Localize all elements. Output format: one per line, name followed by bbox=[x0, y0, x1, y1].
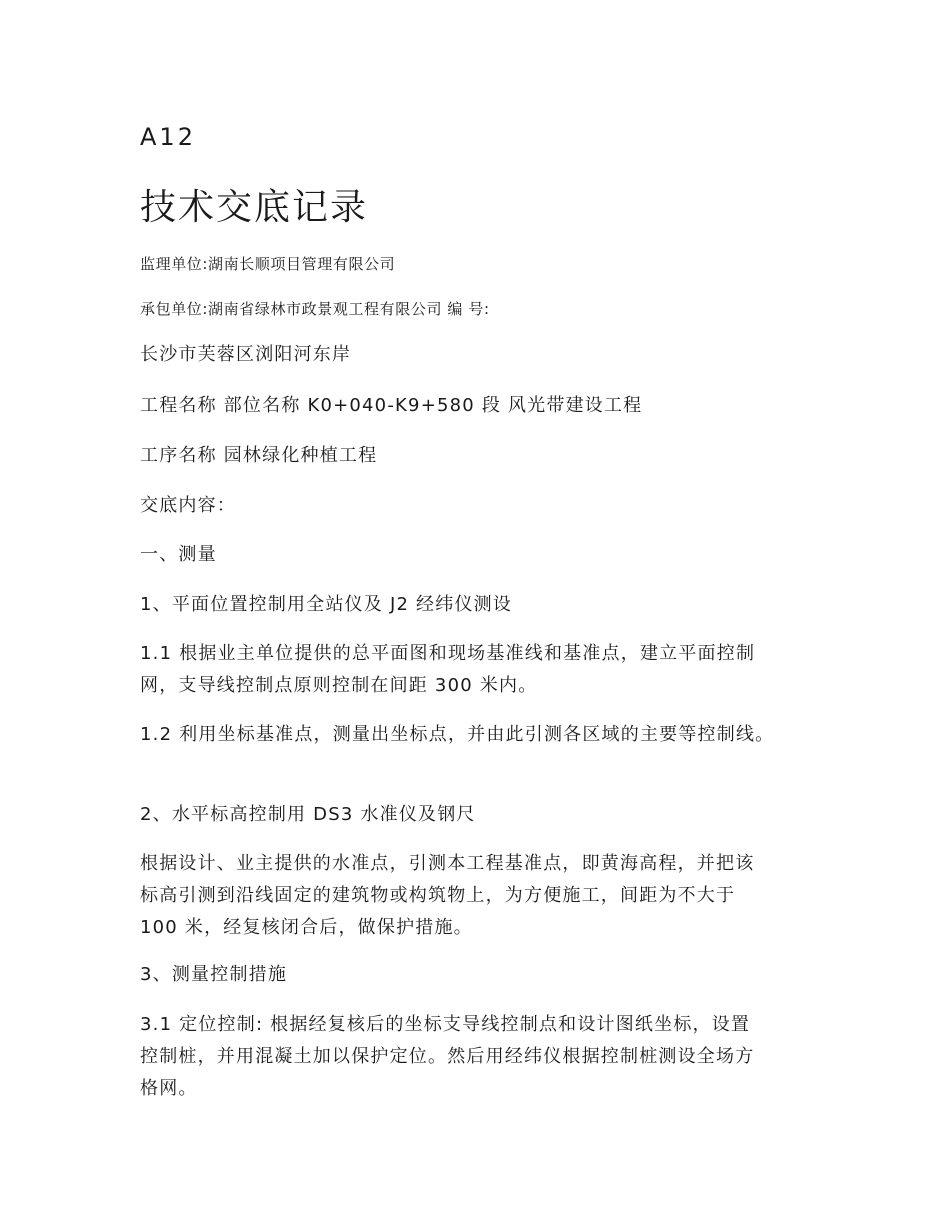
paragraph-line: 1.1 根据业主单位提供的总平面图和现场基准线和基准点，建立平面控制 bbox=[140, 643, 756, 664]
paragraph-line: 标高引测到沿线固定的建筑物或构筑物上，为方便施工，间距为不大于 bbox=[140, 885, 736, 906]
process-name: 工序名称 园林绿化种植工程 bbox=[140, 445, 378, 466]
paragraph-2 bbox=[140, 848, 830, 944]
paragraph-line: 格网。 bbox=[140, 1078, 198, 1099]
location-text: 长沙市芙蓉区浏阳河东岸 bbox=[140, 344, 352, 365]
supervisor-unit: 监理单位:湖南长顺项目管理有限公司 bbox=[140, 255, 396, 273]
paragraph-3-1 bbox=[140, 1009, 830, 1105]
paragraph-1-1 bbox=[140, 638, 830, 702]
paragraph-line: 网，支导线控制点原则控制在间距 300 米内。 bbox=[140, 675, 538, 696]
paragraph-line: 控制桩，并用混凝土加以保护定位。然后用经纬仪根据控制桩测设全场方 bbox=[140, 1046, 755, 1067]
item-heading-2: 2、水平标高控制用 DS3 水准仪及钢尺 bbox=[140, 804, 476, 825]
doc-code: A12 bbox=[140, 123, 196, 151]
paragraph-line: 100 米，经复核闭合后，做保护措施。 bbox=[140, 917, 473, 938]
contractor-unit: 承包单位:湖南省绿林市政景观工程有限公司 编 号: bbox=[140, 300, 490, 318]
paragraph-line: 3.1 定位控制: 根据经复核后的坐标支导线控制点和设计图纸坐标，设置 bbox=[140, 1014, 751, 1035]
paragraph-line: 根据设计、业主提供的水准点，引测本工程基准点，即黄海高程，并把该 bbox=[140, 853, 755, 874]
item-heading-1: 1、平面位置控制用全站仪及 J2 经纬仪测设 bbox=[140, 594, 513, 615]
page-title: 技术交底记录 bbox=[140, 187, 369, 228]
item-heading-3: 3、测量控制措施 bbox=[140, 964, 288, 985]
content-label: 交底内容： bbox=[140, 495, 236, 516]
project-name: 工程名称 部位名称 K0+040-K9+580 段 风光带建设工程 bbox=[140, 395, 643, 416]
paragraph-1-2: 1.2 利用坐标基准点，测量出坐标点，并由此引测各区域的主要等控制线。 bbox=[140, 724, 775, 745]
section-heading-1: 一、测量 bbox=[140, 544, 217, 565]
